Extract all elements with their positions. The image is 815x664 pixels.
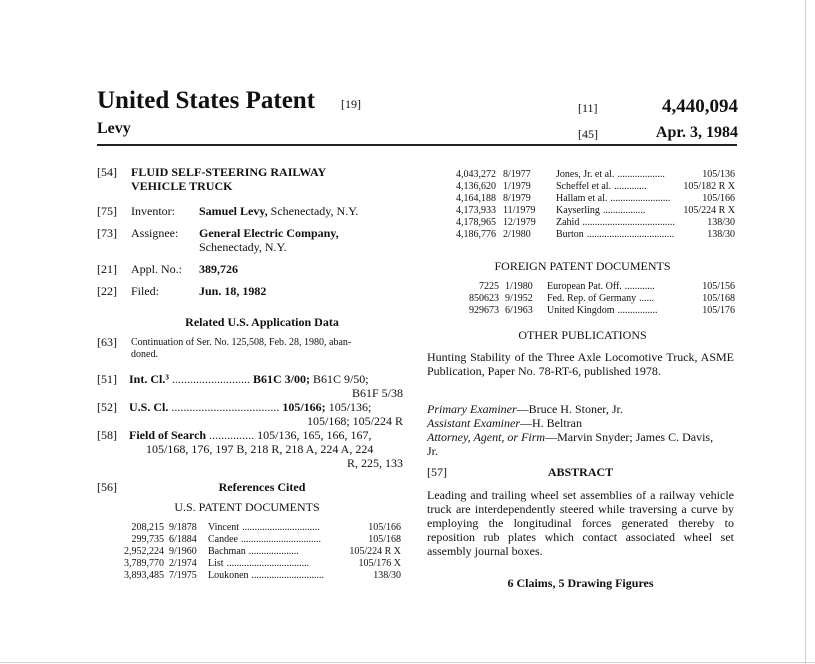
assistant-examiner (427, 416, 582, 430)
ref-number: 3,789,770 (124, 558, 164, 569)
ref-class: 105/166 (702, 193, 735, 204)
ref-date: 1/1980 (505, 281, 533, 292)
ref-dots: ................. (602, 205, 646, 216)
reference-row (118, 534, 401, 546)
int-cl-dots: .......................... (171, 372, 250, 386)
reference-row (118, 570, 401, 582)
ref-inventor: Zahid (556, 217, 580, 228)
ref-dots: ..................................... (582, 217, 675, 228)
ref-date: 6/1884 (169, 534, 197, 545)
ref-date: 8/1977 (503, 169, 531, 180)
ref-number: 929673 (469, 305, 499, 316)
ref-number: 3,893,485 (124, 570, 164, 581)
ref-inventor: List (208, 558, 224, 569)
foreign-docs-heading: FOREIGN PATENT DOCUMENTS (494, 259, 671, 273)
ref-inventor: United Kingdom (547, 305, 615, 316)
reference-row (118, 558, 401, 570)
patent-number-code: [11] (578, 101, 598, 115)
other-pubs-heading: OTHER PUBLICATIONS (518, 328, 647, 342)
us-cl-value-bold: 105/166; (282, 400, 326, 414)
ref-class: 105/168 (368, 534, 401, 545)
field-57-code: [57] (427, 465, 447, 479)
field-73-code: [73] (97, 226, 117, 240)
ref-inventor: Burton (556, 229, 584, 240)
int-cl-line (129, 372, 403, 386)
continuation-line1: Continuation of Ser. No. 125,508, Feb. 28, 1980, aban- (131, 337, 352, 348)
us-cl-line (129, 400, 403, 414)
ref-class: 105/176 (702, 305, 735, 316)
assignee-label: Assignee: (131, 226, 179, 240)
field-58-code: [58] (97, 428, 117, 442)
int-cl-line2: B61F 5/38 (351, 386, 403, 400)
ref-class: 138/30 (707, 229, 735, 240)
invention-title-line2: VEHICLE TRUCK (131, 179, 233, 193)
ref-dots: ........................ (610, 193, 671, 204)
ref-dots: ............. (614, 181, 647, 192)
ref-number: 4,136,620 (456, 181, 496, 192)
field-search-dots: ............... (209, 428, 255, 442)
inventor-name: Samuel Levy, (199, 204, 268, 218)
primary-examiner-label: Primary Examiner (427, 402, 517, 416)
inventor-line (199, 204, 358, 218)
attorney (427, 430, 727, 458)
ref-date: 9/1952 (505, 293, 533, 304)
ref-class: 105/168 (702, 293, 735, 304)
field-search-line (129, 428, 371, 442)
ref-inventor: Vincent (208, 522, 240, 533)
invention-title-line1: FLUID SELF-STEERING RAILWAY (131, 165, 327, 179)
reference-row (452, 193, 735, 205)
ref-number: 850623 (469, 293, 499, 304)
ref-inventor: Fed. Rep. of Germany (547, 293, 637, 304)
ref-number: 7225 (479, 281, 499, 292)
field-21-code: [21] (97, 262, 117, 276)
ref-inventor: Loukonen (208, 570, 249, 581)
ref-inventor: Candee (208, 534, 238, 545)
ref-class: 105/224 R X (683, 205, 735, 216)
field-54-code: [54] (97, 165, 117, 179)
ref-inventor: Kayserling (556, 205, 600, 216)
appl-no-value: 389,726 (199, 262, 238, 276)
us-cl-line2: 105/168; 105/224 R (306, 414, 403, 428)
ref-number: 299,735 (131, 534, 164, 545)
ref-inventor: Scheffel et al. (556, 181, 612, 192)
ref-number: 4,178,965 (456, 217, 496, 228)
reference-row (452, 205, 735, 217)
inventor-place: Schenectady, N.Y. (270, 204, 359, 218)
reference-row (464, 305, 735, 317)
other-pubs-text: Hunting Stability of the Three Axle Locomotive Truck, ASME Publication, Paper No. 78-RT-6, published 1978. (427, 350, 734, 378)
us-cl-dots: .................................... (171, 400, 280, 414)
ref-dots: ............ (624, 281, 655, 292)
abstract-heading: ABSTRACT (547, 465, 614, 479)
int-cl-value-bold: B61C 3/00; (252, 372, 310, 386)
field-51-code: [51] (97, 372, 117, 386)
attorney-label: Attorney, Agent, or Firm (427, 430, 546, 444)
us-docs-heading: U.S. PATENT DOCUMENTS (174, 500, 320, 514)
ref-date: 1/1979 (503, 181, 531, 192)
related-data-heading: Related U.S. Application Data (185, 315, 339, 329)
field-search-label: Field of Search (129, 428, 207, 442)
primary-examiner (427, 402, 623, 416)
reference-row (118, 522, 401, 534)
ref-inventor: Jones, Jr. et al. (556, 169, 615, 180)
assignee-name: General Electric Company, (199, 226, 339, 240)
ref-inventor: Hallam et al. (556, 193, 608, 204)
ref-class: 105/176 X (358, 558, 401, 569)
ref-number: 2,952,224 (124, 546, 164, 557)
ref-date: 2/1974 (169, 558, 197, 569)
reference-row (452, 229, 735, 241)
patent-number: 4,440,094 (662, 96, 738, 117)
ref-date: 11/1979 (503, 205, 536, 216)
ref-date: 9/1960 (169, 546, 197, 557)
field-75-code: [75] (97, 204, 117, 218)
filed-label: Filed: (131, 284, 160, 298)
ref-class: 105/166 (368, 522, 401, 533)
ref-dots: ................................ (241, 534, 321, 545)
reference-row (118, 546, 401, 558)
attorney-name: —Marvin Snyder; James C. Davis, Jr. (427, 430, 714, 458)
ref-class: 105/156 (702, 281, 735, 292)
references-heading: References Cited (218, 480, 306, 494)
ref-number: 4,043,272 (456, 169, 496, 180)
ref-dots: ................................. (226, 558, 310, 569)
ref-date: 12/1979 (503, 217, 536, 228)
field-search-line3: R, 225, 133 (346, 456, 403, 470)
field-search-line1: 105/136, 165, 166, 167, (257, 428, 372, 442)
patent-office-title: United States Patent (97, 87, 316, 114)
page-edge-right (805, 0, 806, 664)
assignee-place: Schenectady, N.Y. (199, 240, 287, 254)
inventor-label: Inventor: (131, 204, 175, 218)
ref-dots: ............................. (251, 570, 325, 581)
field-63-code: [63] (97, 335, 117, 349)
assistant-examiner-label: Assistant Examiner (427, 416, 520, 430)
ref-number: 4,186,776 (456, 229, 496, 240)
continuation-line2: doned. (131, 349, 158, 360)
ref-date: 6/1963 (505, 305, 533, 316)
ref-date: 7/1975 (169, 570, 197, 581)
title-code: [19] (341, 97, 361, 111)
ref-dots: .................... (248, 546, 299, 557)
ref-class: 105/182 R X (683, 181, 735, 192)
ref-number: 208,215 (131, 522, 164, 533)
inventor-surname: Levy (97, 120, 131, 137)
us-cl-label: U.S. Cl. (129, 400, 169, 414)
ref-number: 4,173,933 (456, 205, 496, 216)
page-edge-bottom (0, 662, 815, 663)
ref-dots: ................................... (586, 229, 675, 240)
ref-inventor: European Pat. Off. (547, 281, 622, 292)
ref-dots: ................ (617, 305, 658, 316)
ref-dots: ...... (639, 293, 655, 304)
filed-value: Jun. 18, 1982 (199, 284, 267, 298)
ref-class: 105/136 (702, 169, 735, 180)
ref-class: 138/30 (373, 570, 401, 581)
appl-no-label: Appl. No.: (131, 262, 182, 276)
ref-date: 2/1980 (503, 229, 531, 240)
ref-class: 138/30 (707, 217, 735, 228)
ref-dots: ................... (617, 169, 665, 180)
abstract-text: Leading and trailing wheel set assemblies of a railway vehicle truck are interdependently steered while traversing a curve by employing the longitudinal forces generated thereby to reposition rub plates which contact associated wheel set assembly journal boxes. (427, 488, 734, 558)
reference-row (452, 169, 735, 181)
ref-class: 105/224 R X (349, 546, 401, 557)
int-cl-value-rest: B61C 9/50; (312, 372, 369, 386)
field-22-code: [22] (97, 284, 117, 298)
reference-row (464, 281, 735, 293)
field-56-code: [56] (97, 480, 117, 494)
claims-summary: 6 Claims, 5 Drawing Figures (507, 576, 654, 590)
ref-inventor: Bachman (208, 546, 246, 557)
ref-date: 8/1979 (503, 193, 531, 204)
header-rule (97, 144, 737, 146)
field-search-line2: 105/168, 176, 197 B, 218 R, 218 A, 224 A, 224 (146, 442, 374, 456)
us-cl-value-rest: 105/136; (328, 400, 372, 414)
patent-date: Apr. 3, 1984 (655, 124, 738, 141)
int-cl-label: Int. Cl.³ (129, 372, 169, 386)
ref-number: 4,164,188 (456, 193, 496, 204)
reference-row (452, 217, 735, 229)
patent-date-code: [45] (578, 127, 598, 141)
ref-date: 9/1878 (169, 522, 197, 533)
assistant-examiner-name: —H. Beltran (520, 416, 582, 430)
reference-row (452, 181, 735, 193)
reference-row (464, 293, 735, 305)
primary-examiner-name: —Bruce H. Stoner, Jr. (516, 402, 623, 416)
field-52-code: [52] (97, 400, 117, 414)
ref-dots: ............................... (242, 522, 320, 533)
